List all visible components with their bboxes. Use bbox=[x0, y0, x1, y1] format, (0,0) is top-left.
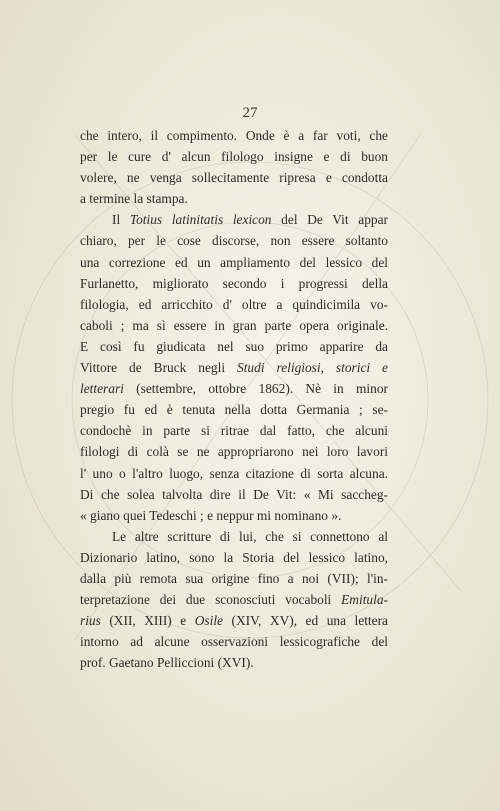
text-line bbox=[80, 547, 388, 568]
text-segment: Vittore de Bruck negli bbox=[80, 360, 238, 376]
text-line bbox=[80, 589, 388, 610]
text-segment: Il bbox=[112, 212, 130, 228]
italic-text: Osile bbox=[194, 613, 223, 629]
italic-text: Studi religiosi, storici e bbox=[237, 360, 388, 376]
text-line bbox=[80, 188, 388, 209]
text-line bbox=[80, 230, 388, 251]
text-segment: pregio fu ed è tenuta nella dotta Germania ; se- bbox=[80, 402, 388, 418]
text-segment: E così fu giudicata nel suo primo apparire da bbox=[80, 338, 388, 354]
italic-text: rius bbox=[80, 613, 101, 629]
text-segment: volere, ne venga sollecitamente ripresa e condotta bbox=[80, 170, 388, 186]
text-line bbox=[80, 125, 388, 146]
text-segment: intorno ad alcune osservazioni lessicografiche del bbox=[80, 634, 388, 650]
text-line bbox=[80, 463, 388, 484]
page-number: 27 bbox=[242, 105, 258, 121]
text-line bbox=[80, 526, 388, 547]
text-line bbox=[80, 336, 388, 357]
text-line bbox=[80, 652, 388, 673]
text-line bbox=[80, 294, 388, 315]
body-text bbox=[80, 125, 388, 673]
text-line bbox=[80, 146, 388, 167]
text-segment: terpretazione dei due sconosciuti vocaboli bbox=[80, 592, 342, 608]
italic-text: Totius latinitatis lexicon bbox=[129, 212, 272, 228]
text-segment: (XIV, XV), ed una lettera bbox=[223, 613, 388, 629]
text-line bbox=[80, 441, 388, 462]
text-line bbox=[80, 315, 388, 336]
text-segment: « giano quei Tedeschi ; e neppur mi nominano ». bbox=[80, 507, 342, 523]
text-segment: filologi di colà se ne appropriarono nei loro lavori bbox=[80, 444, 388, 460]
text-line bbox=[80, 399, 388, 420]
text-line bbox=[80, 273, 388, 294]
text-segment: Furlanetto, migliorato secondo i progressi della bbox=[80, 275, 388, 291]
text-line bbox=[80, 378, 388, 399]
text-segment: che intero, il compimento. Onde è a far voti, che bbox=[80, 128, 388, 143]
text-line bbox=[80, 568, 388, 589]
text-line bbox=[80, 631, 388, 652]
text-segment: una correzione ed un ampliamento del lessico del bbox=[80, 254, 388, 270]
text-segment: dalla più remota sua origine fino a noi (VII); l'in- bbox=[80, 570, 388, 586]
text-segment: a termine la stampa. bbox=[80, 191, 188, 207]
italic-text: Emitula- bbox=[341, 592, 388, 608]
text-segment: filologia, ed arricchito d' oltre a quindicimila vo- bbox=[80, 296, 388, 312]
text-segment: caboli ; ma sì essere in gran parte opera originale. bbox=[80, 317, 388, 333]
text-segment: condochè in parte si ritrae dal fatto, che alcuni bbox=[80, 423, 388, 439]
text-segment: (XII, XIII) e bbox=[100, 613, 195, 629]
text-line bbox=[80, 420, 388, 441]
text-segment: Dizionario latino, sono la Storia del lessico latino, bbox=[80, 549, 388, 565]
text-segment: prof. Gaetano Pelliccioni (XVI). bbox=[80, 655, 254, 671]
text-segment: Di che solea talvolta dire il De Vit: « Mi saccheg- bbox=[80, 486, 388, 502]
text-segment: chiaro, per le cose discorse, non essere soltanto bbox=[80, 233, 388, 249]
text-segment: del De Vit appar bbox=[271, 212, 388, 228]
text-line bbox=[80, 484, 388, 505]
text-segment: per le cure d' alcun filologo insigne e di buon bbox=[80, 149, 388, 165]
text-line bbox=[80, 357, 388, 378]
text-line bbox=[80, 505, 388, 526]
italic-text: letterari bbox=[80, 381, 124, 397]
text-line bbox=[80, 610, 388, 631]
text-line bbox=[80, 209, 388, 230]
text-segment: l' uno o l'altro luogo, senza citazione di sorta alcuna. bbox=[80, 465, 388, 481]
text-line bbox=[80, 167, 388, 188]
text-line bbox=[80, 252, 388, 273]
text-segment: Le altre scritture di lui, che si connettono al bbox=[112, 528, 388, 544]
text-segment: (settembre, ottobre 1862). Nè in minor bbox=[123, 381, 388, 397]
